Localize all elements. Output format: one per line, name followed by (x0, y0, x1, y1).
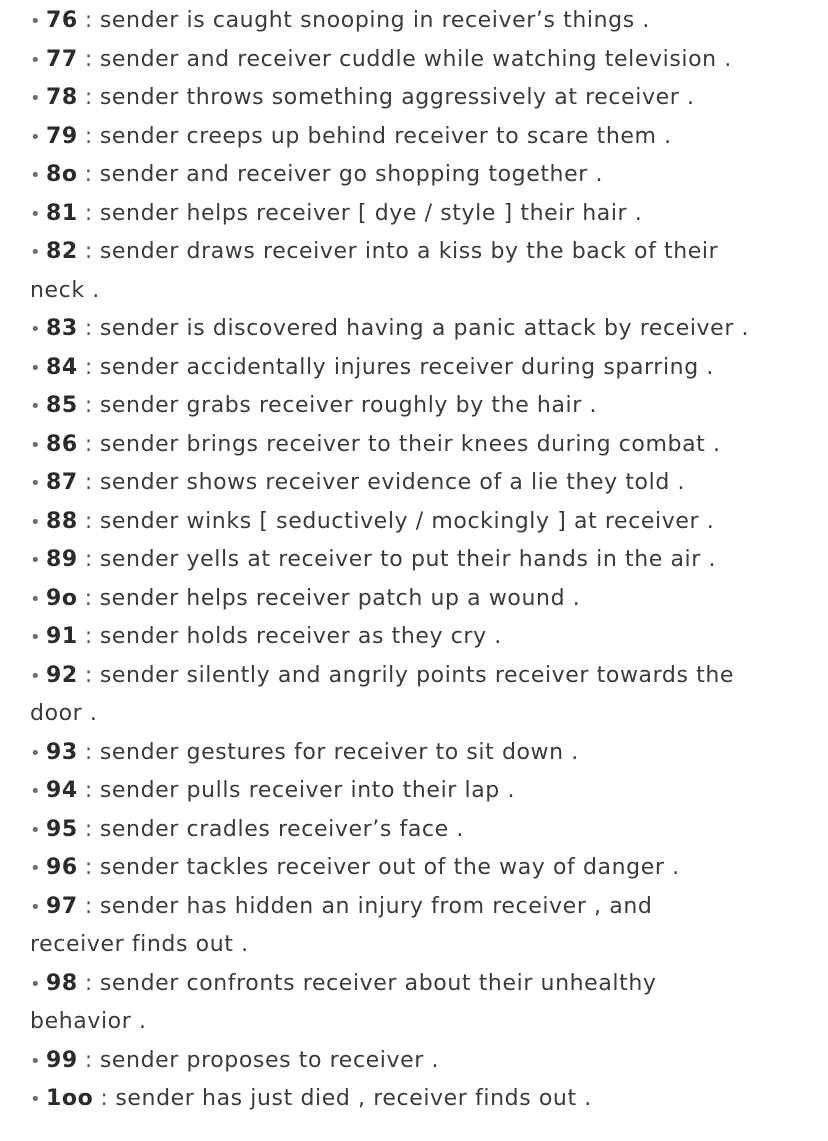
item-text: sender draws receiver into a kiss by the back of their (99, 239, 719, 264)
bullet-icon: • (30, 1089, 42, 1110)
list-item (30, 888, 810, 957)
item-separator: : (84, 200, 93, 226)
item-separator: : (84, 508, 93, 534)
item-separator: : (84, 547, 93, 572)
bullet-icon: • (30, 896, 42, 918)
bullet-icon: • (30, 11, 42, 32)
item-number: 91 (46, 624, 78, 649)
bullet-icon: • (30, 742, 42, 764)
item-number: 77 (46, 46, 78, 72)
item-number: 94 (46, 778, 78, 803)
item-text: sender grabs receiver roughly by the hair . (99, 393, 598, 418)
item-number: 87 (46, 470, 78, 495)
list-item (30, 426, 810, 466)
item-separator: : (84, 893, 93, 919)
bullet-icon: • (30, 165, 42, 186)
item-text-continuation: neck . (30, 277, 100, 303)
item-separator: : (84, 855, 93, 880)
item-text: sender has just died , receiver finds out . (115, 1086, 592, 1111)
list-item (30, 41, 810, 81)
list-item (30, 464, 810, 504)
item-separator: : (84, 739, 93, 765)
item-separator: : (84, 162, 93, 187)
item-separator: : (84, 970, 93, 996)
item-text: sender cradles receiver’s face . (99, 816, 464, 842)
item-number: 78 (46, 85, 78, 110)
item-number: 84 (46, 354, 78, 380)
item-number: 96 (46, 855, 78, 880)
item-number: 93 (46, 739, 78, 765)
item-separator: : (84, 816, 93, 842)
list-item (30, 349, 810, 389)
item-number: 98 (46, 970, 78, 996)
bullet-icon: • (30, 473, 42, 494)
bullet-icon: • (30, 1050, 42, 1072)
bullet-icon: • (30, 781, 42, 802)
item-text-continuation: behavior . (30, 1009, 147, 1034)
bullet-icon: • (30, 203, 42, 225)
item-text: sender is discovered having a panic attack by receiver . (99, 316, 750, 341)
item-separator: : (84, 8, 93, 33)
bullet-icon: • (30, 126, 42, 148)
item-number: 95 (46, 816, 78, 842)
item-text: sender accidentally injures receiver during sparring . (99, 354, 714, 380)
item-text: sender throws something aggressively at receiver . (99, 85, 695, 110)
item-text: sender shows receiver evidence of a lie they told . (99, 470, 686, 495)
item-number: 83 (46, 316, 78, 341)
bullet-icon: • (30, 434, 42, 456)
item-number: 79 (46, 123, 78, 149)
list-item (30, 734, 810, 774)
item-number: 88 (46, 508, 78, 534)
item-separator: : (84, 316, 93, 341)
item-separator: : (84, 239, 93, 264)
list-item (30, 1042, 810, 1082)
list-item (30, 156, 810, 196)
item-separator: : (84, 778, 93, 803)
item-text: sender holds receiver as they cry . (99, 624, 502, 649)
item-separator: : (84, 85, 93, 110)
item-text: sender confronts receiver about their unhealthy (99, 970, 657, 996)
item-number: 85 (46, 393, 78, 418)
bullet-icon: • (30, 49, 42, 71)
item-number: 8o (46, 162, 78, 187)
list-item (30, 849, 810, 889)
item-text: sender pulls receiver into their lap . (99, 778, 516, 803)
item-text: sender and receiver go shopping together . (99, 162, 604, 187)
bullet-icon: • (30, 973, 42, 995)
item-number: 92 (46, 662, 78, 688)
bullet-icon: • (30, 588, 42, 610)
item-text: sender winks [ seductively / mockingly ] at receiver . (99, 508, 715, 534)
list-item (30, 811, 810, 851)
item-separator: : (84, 354, 93, 380)
bullet-icon: • (30, 357, 42, 379)
item-number: 76 (46, 8, 78, 33)
list-item (30, 618, 810, 658)
bullet-icon: • (30, 627, 42, 648)
list-item (30, 79, 810, 119)
list-item (30, 310, 810, 350)
list-item (30, 580, 810, 620)
bullet-icon: • (30, 550, 42, 571)
item-text: sender has hidden an injury from receiver , and (99, 893, 653, 919)
list-item (30, 772, 810, 812)
bullet-icon: • (30, 511, 42, 533)
item-separator: : (84, 393, 93, 418)
item-separator: : (100, 1086, 109, 1111)
item-number: 89 (46, 547, 78, 572)
item-number: 97 (46, 893, 78, 919)
list-item (30, 965, 810, 1034)
item-text: sender brings receiver to their knees during combat . (99, 431, 721, 457)
list-item (30, 195, 810, 235)
list-item (30, 387, 810, 427)
item-text: sender is caught snooping in receiver’s things . (99, 8, 650, 33)
item-separator: : (84, 431, 93, 457)
item-text-continuation: receiver finds out . (30, 932, 249, 957)
item-number: 81 (46, 200, 78, 226)
item-text-continuation: door . (30, 701, 98, 726)
item-text: sender and receiver cuddle while watching television . (99, 46, 732, 72)
item-text: sender proposes to receiver . (99, 1047, 440, 1073)
bullet-icon: • (30, 819, 42, 841)
bullet-icon: • (30, 858, 42, 879)
item-text: sender gestures for receiver to sit down . (99, 739, 579, 765)
item-number: 1oo (46, 1086, 94, 1111)
item-separator: : (84, 123, 93, 149)
bullet-icon: • (30, 88, 42, 109)
item-text: sender helps receiver [ dye / style ] their hair . (99, 200, 643, 226)
item-number: 86 (46, 431, 78, 457)
bullet-icon: • (30, 396, 42, 417)
item-text: sender tackles receiver out of the way of danger . (99, 855, 680, 880)
item-text: sender helps receiver patch up a wound . (99, 585, 581, 611)
list-item (30, 233, 810, 303)
item-number: 82 (46, 239, 78, 264)
item-separator: : (84, 585, 93, 611)
item-number: 9o (46, 585, 78, 611)
item-number: 99 (46, 1047, 78, 1073)
list-item (30, 2, 810, 42)
item-text: sender silently and angrily points receiver towards the (99, 662, 735, 688)
bullet-icon: • (30, 242, 42, 263)
list-item (30, 1080, 810, 1120)
list-item (30, 118, 810, 158)
item-separator: : (84, 470, 93, 495)
list-item (30, 503, 810, 543)
item-separator: : (84, 662, 93, 688)
bullet-icon: • (30, 319, 42, 340)
bullet-icon: • (30, 665, 42, 687)
item-separator: : (84, 1047, 93, 1073)
item-text: sender yells at receiver to put their hands in the air . (99, 547, 717, 572)
item-separator: : (84, 624, 93, 649)
item-separator: : (84, 46, 93, 72)
list-item (30, 541, 810, 581)
list-item (30, 657, 810, 726)
item-text: sender creeps up behind receiver to scare them . (99, 123, 672, 149)
